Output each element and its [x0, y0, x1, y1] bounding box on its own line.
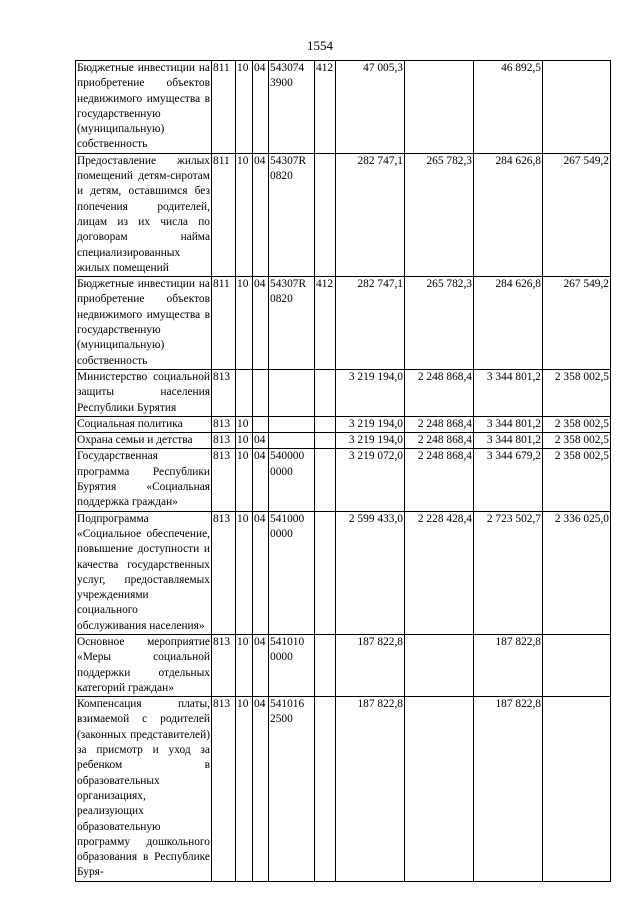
subsection-code-cell: 04: [253, 61, 269, 154]
amount-cell-4: 2 358 002,5: [543, 369, 611, 416]
subsection-code-cell: 04: [253, 433, 269, 449]
amount-cell-1: 3 219 072,0: [336, 449, 405, 511]
amount-cell-3: 2 723 502,7: [474, 511, 543, 634]
row-name-cell: Социальная политика: [76, 416, 212, 432]
row-name-cell: Охрана семьи и детства: [76, 433, 212, 449]
expense-type-code-cell: [315, 369, 336, 416]
row-name-cell: Бюджетные инвестиции на приобретение объектов недвижимого имущества в государственную (муниципальную) собственность: [76, 277, 212, 370]
subsection-code-cell: 04: [253, 277, 269, 370]
page-number: 1554: [307, 38, 333, 53]
budget-table: [75, 60, 611, 882]
target-article-code-cell: 541016 2500: [269, 697, 315, 882]
amount-cell-2: [405, 61, 474, 154]
amount-cell-3: 3 344 801,2: [474, 369, 543, 416]
row-name-cell: Основное мероприятие «Меры социальной поддержки отдельных категорий граждан»: [76, 634, 212, 696]
amount-cell-4: 2 336 025,0: [543, 511, 611, 634]
section-code-cell: 10: [236, 449, 253, 511]
row-name-cell: Подпрограмма «Социальное обеспечение, повышение доступности и качества государственных услуг, предоставляемых учреждениями социального обслуживания населения»: [76, 511, 212, 634]
amount-cell-3: 187 822,8: [474, 634, 543, 696]
amount-cell-1: 282 747,1: [336, 153, 405, 276]
grbs-code-cell: 811: [212, 61, 236, 154]
row-name-cell: Министерство социальной защиты населения Республики Бурятия: [76, 369, 212, 416]
target-article-code-cell: 54307R 0820: [269, 153, 315, 276]
amount-cell-3: 284 626,8: [474, 153, 543, 276]
amount-cell-1: 3 219 194,0: [336, 369, 405, 416]
section-code-cell: 10: [236, 153, 253, 276]
amount-cell-1: 3 219 194,0: [336, 416, 405, 432]
target-article-code-cell: 541010 0000: [269, 634, 315, 696]
table-body: [76, 61, 611, 882]
amount-cell-3: 3 344 801,2: [474, 433, 543, 449]
expense-type-code-cell: [315, 433, 336, 449]
amount-cell-2: 2 248 868,4: [405, 449, 474, 511]
amount-cell-1: 187 822,8: [336, 634, 405, 696]
amount-cell-1: 187 822,8: [336, 697, 405, 882]
grbs-code-cell: 813: [212, 634, 236, 696]
subsection-code-cell: 04: [253, 697, 269, 882]
amount-cell-2: [405, 697, 474, 882]
target-article-code-cell: 540000 0000: [269, 449, 315, 511]
row-name-cell: Компенсация платы, взимаемой с родителей (законных представителей) за присмотр и уход за ребенком в образовательных организациях, реализующих образовательную программу дошкольного образования в Республике Буря-: [76, 697, 212, 882]
subsection-code-cell: 04: [253, 449, 269, 511]
amount-cell-4: 2 358 002,5: [543, 449, 611, 511]
amount-cell-4: [543, 634, 611, 696]
amount-cell-3: 3 344 679,2: [474, 449, 543, 511]
expense-type-code-cell: [315, 416, 336, 432]
table-row: [76, 433, 611, 449]
target-article-code-cell: 543074 3900: [269, 61, 315, 154]
grbs-code-cell: 813: [212, 697, 236, 882]
subsection-code-cell: 04: [253, 153, 269, 276]
amount-cell-2: 265 782,3: [405, 277, 474, 370]
amount-cell-4: 2 358 002,5: [543, 416, 611, 432]
amount-cell-4: 2 358 002,5: [543, 433, 611, 449]
table-row: [76, 277, 611, 370]
target-article-code-cell: [269, 416, 315, 432]
table-row: [76, 416, 611, 432]
grbs-code-cell: 813: [212, 369, 236, 416]
expense-type-code-cell: [315, 511, 336, 634]
section-code-cell: 10: [236, 416, 253, 432]
table-row: [76, 61, 611, 154]
amount-cell-3: 284 626,8: [474, 277, 543, 370]
grbs-code-cell: 813: [212, 449, 236, 511]
target-article-code-cell: 54307R 0820: [269, 277, 315, 370]
expense-type-code-cell: [315, 697, 336, 882]
amount-cell-2: 2 248 868,4: [405, 369, 474, 416]
amount-cell-3: 187 822,8: [474, 697, 543, 882]
amount-cell-4: 267 549,2: [543, 153, 611, 276]
amount-cell-1: 47 005,3: [336, 61, 405, 154]
amount-cell-4: 267 549,2: [543, 277, 611, 370]
expense-type-code-cell: 412: [315, 61, 336, 154]
table-row: [76, 697, 611, 882]
table-row: [76, 449, 611, 511]
amount-cell-1: 282 747,1: [336, 277, 405, 370]
amount-cell-4: [543, 697, 611, 882]
target-article-code-cell: [269, 433, 315, 449]
expense-type-code-cell: [315, 153, 336, 276]
grbs-code-cell: 813: [212, 416, 236, 432]
section-code-cell: 10: [236, 433, 253, 449]
table-row: [76, 153, 611, 276]
section-code-cell: 10: [236, 61, 253, 154]
amount-cell-2: 265 782,3: [405, 153, 474, 276]
expense-type-code-cell: [315, 634, 336, 696]
grbs-code-cell: 811: [212, 277, 236, 370]
row-name-cell: Бюджетные инвестиции на приобретение объектов недвижимого имущества в государственную (муниципальную) собственность: [76, 61, 212, 154]
amount-cell-2: 2 248 868,4: [405, 416, 474, 432]
amount-cell-4: [543, 61, 611, 154]
subsection-code-cell: 04: [253, 634, 269, 696]
amount-cell-1: 3 219 194,0: [336, 433, 405, 449]
subsection-code-cell: [253, 369, 269, 416]
grbs-code-cell: 811: [212, 153, 236, 276]
amount-cell-3: 3 344 801,2: [474, 416, 543, 432]
expense-type-code-cell: 412: [315, 277, 336, 370]
amount-cell-1: 2 599 433,0: [336, 511, 405, 634]
table-row: [76, 634, 611, 696]
section-code-cell: 10: [236, 697, 253, 882]
expense-type-code-cell: [315, 449, 336, 511]
row-name-cell: Государственная программа Республики Бурятия «Социальная поддержка граждан»: [76, 449, 212, 511]
section-code-cell: 10: [236, 634, 253, 696]
subsection-code-cell: 04: [253, 511, 269, 634]
target-article-code-cell: 541000 0000: [269, 511, 315, 634]
target-article-code-cell: [269, 369, 315, 416]
table-row: [76, 511, 611, 634]
amount-cell-2: [405, 634, 474, 696]
amount-cell-3: 46 892,5: [474, 61, 543, 154]
subsection-code-cell: [253, 416, 269, 432]
grbs-code-cell: 813: [212, 511, 236, 634]
amount-cell-2: 2 248 868,4: [405, 433, 474, 449]
section-code-cell: [236, 369, 253, 416]
grbs-code-cell: 813: [212, 433, 236, 449]
amount-cell-2: 2 228 428,4: [405, 511, 474, 634]
row-name-cell: Предоставление жилых помещений детям-сиротам и детям, оставшимся без попечения родителей, лицам из их числа по договорам найма специализированных жилых помещений: [76, 153, 212, 276]
table-row: [76, 369, 611, 416]
section-code-cell: 10: [236, 511, 253, 634]
section-code-cell: 10: [236, 277, 253, 370]
